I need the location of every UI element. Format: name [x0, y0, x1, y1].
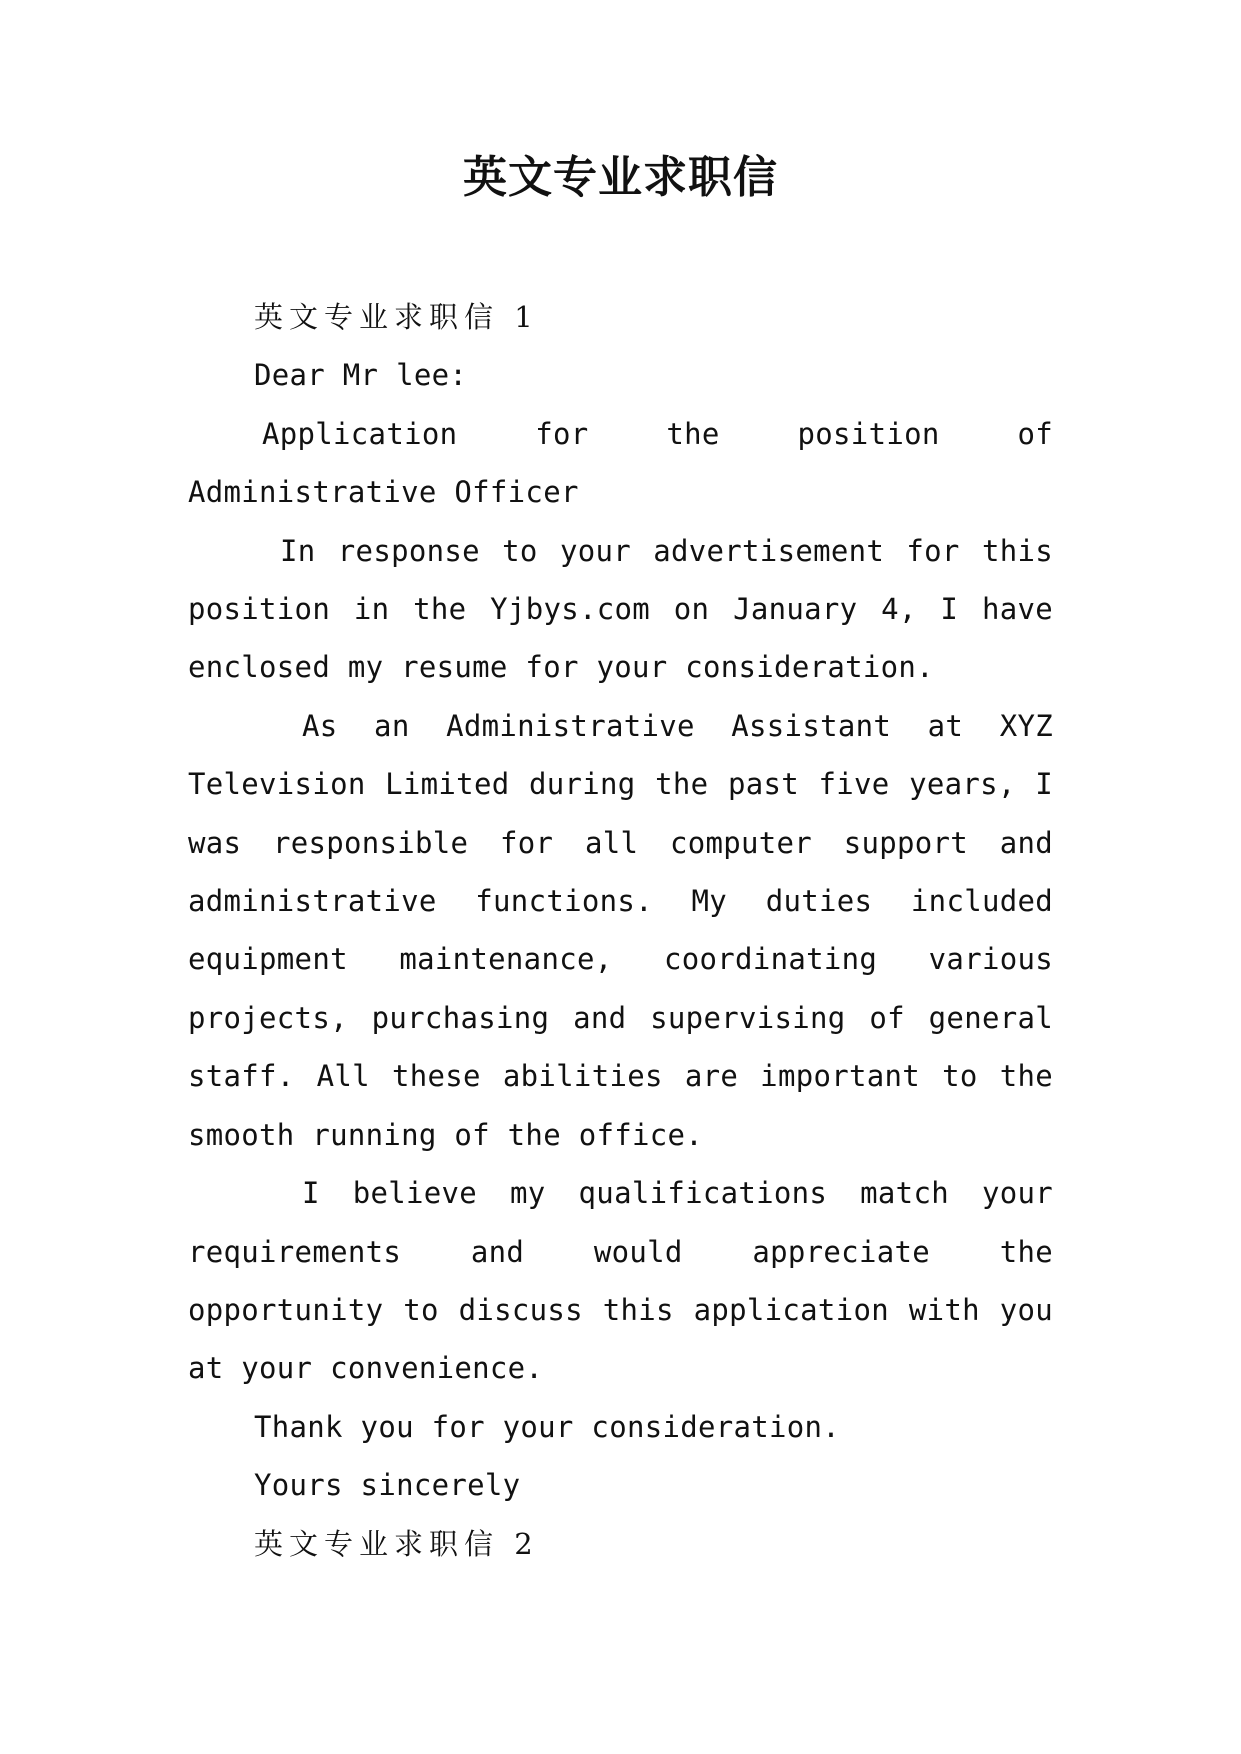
document-title: 英文专业求职信 [463, 152, 778, 203]
paragraph-2: As an Administrative Assistant at XYZ Television Limited during the past five years, I was responsible for all computer support and administrative functions. My duties included equipment maintenance, coordinating various projects, purchasing and supervising of general staff. All these abilities are important to the smooth running of the office. [188, 708, 1053, 1152]
salutation: Dear Mr lee: [254, 358, 468, 393]
section-heading-2: 英文专业求职信 2 [254, 1526, 539, 1561]
paragraph-1: In response to your advertisement for this position in the Yjbys.com on January 4, I have enclosed my resume for your consideration. [188, 533, 1053, 685]
subject-line: Application for the position of Administrative Officer [188, 416, 1053, 510]
section-heading-1: 英文专业求职信 1 [254, 300, 539, 334]
paragraph-3: I believe my qualifications match your requirements and would appreciate the opportunity to discuss this application with you at your convenience. [188, 1176, 1053, 1386]
closing-line: Yours sincerely [254, 1468, 521, 1503]
thanks-line: Thank you for your consideration. [254, 1409, 841, 1444]
document-body [188, 288, 1053, 1573]
